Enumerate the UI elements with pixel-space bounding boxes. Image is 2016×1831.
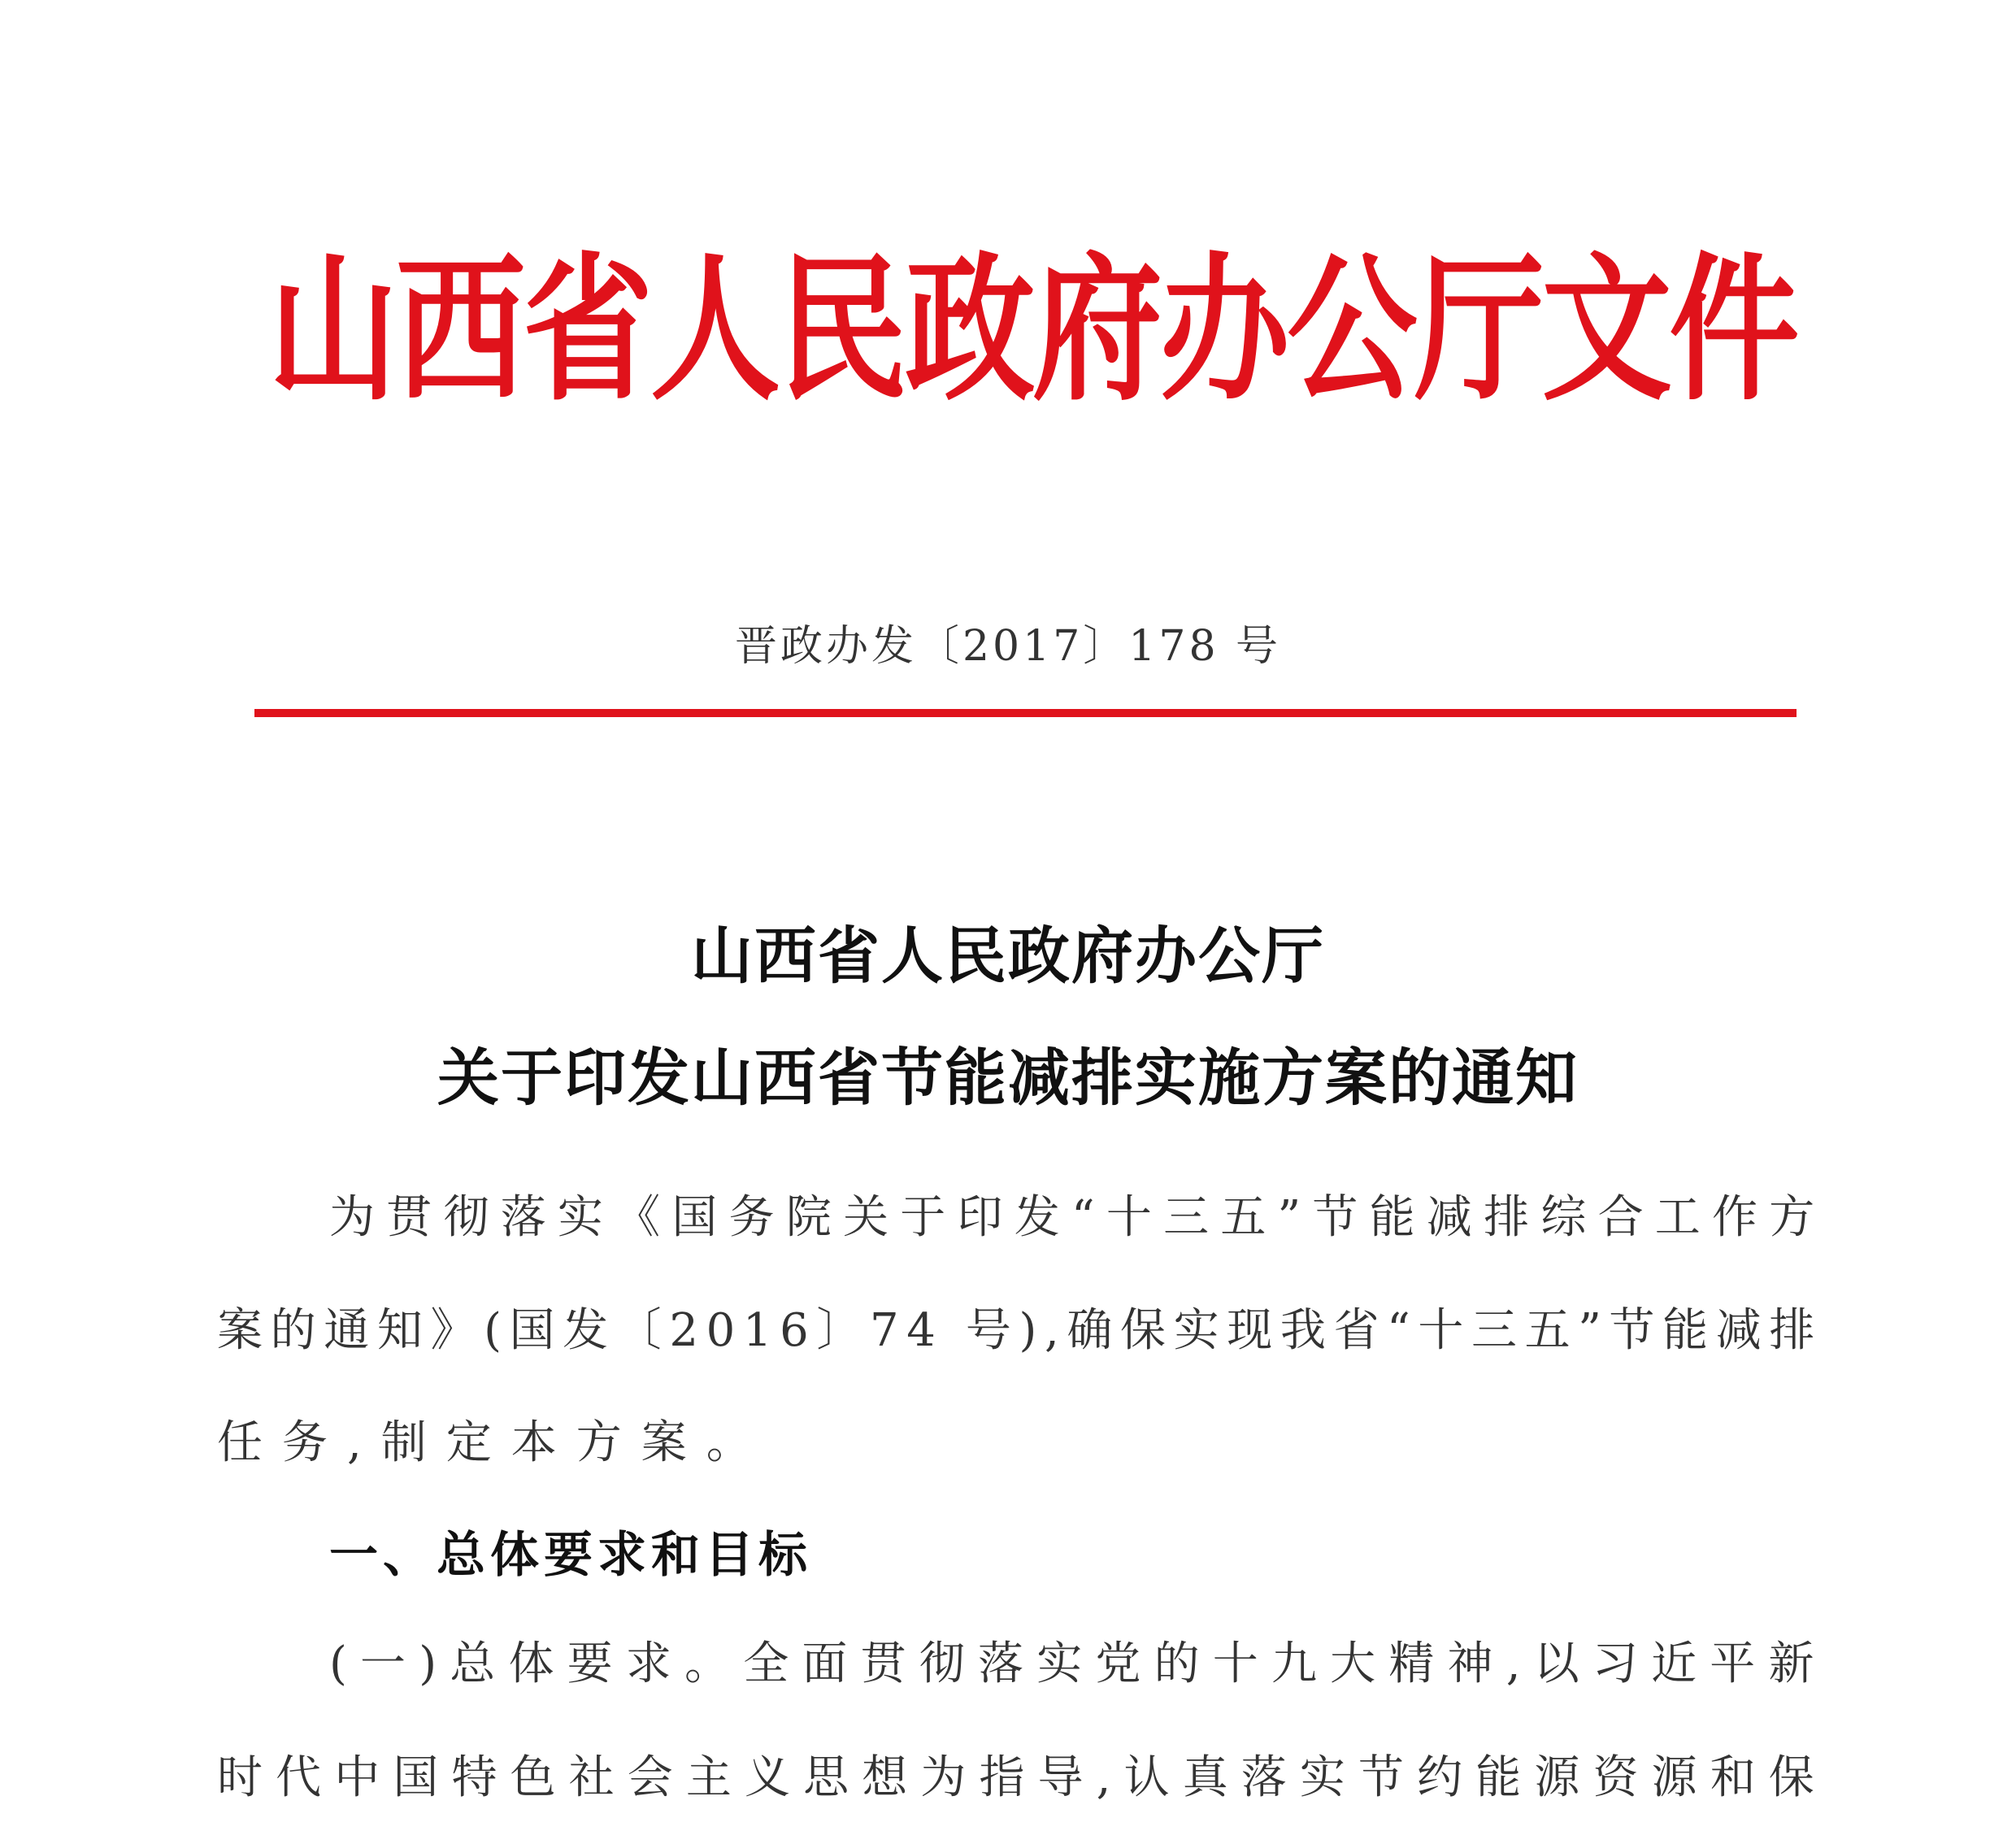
section-1-line-2: 时代中国特色社会主义思想为指导,认真落实节约能源资源和保 xyxy=(217,1751,1827,1804)
notice-title-line-1: 山西省人民政府办公厅 xyxy=(691,920,1325,992)
notice-title-line-2: 关于印发山西省节能减排实施方案的通知 xyxy=(437,1042,1579,1114)
header-divider xyxy=(254,709,1797,717)
intro-line-2: 案的通知》(国发〔2016〕74 号),确保实现我省“十三五”节能减排 xyxy=(217,1304,1823,1357)
intro-line-1: 为贯彻落实《国务院关于印发“十三五”节能减排综合工作方 xyxy=(329,1191,1827,1244)
document-number: 晋政办发〔2017〕178 号 xyxy=(734,622,1282,671)
document-masthead: 山西省人民政府办公厅文件 xyxy=(268,237,1797,422)
section-heading-1: 一、总体要求和目标 xyxy=(329,1527,812,1584)
section-1-line-1: (一)总体要求。全面贯彻落实党的十九大精神,以习近平新 xyxy=(329,1637,1827,1690)
intro-line-3: 任务,制定本方案。 xyxy=(217,1416,771,1469)
